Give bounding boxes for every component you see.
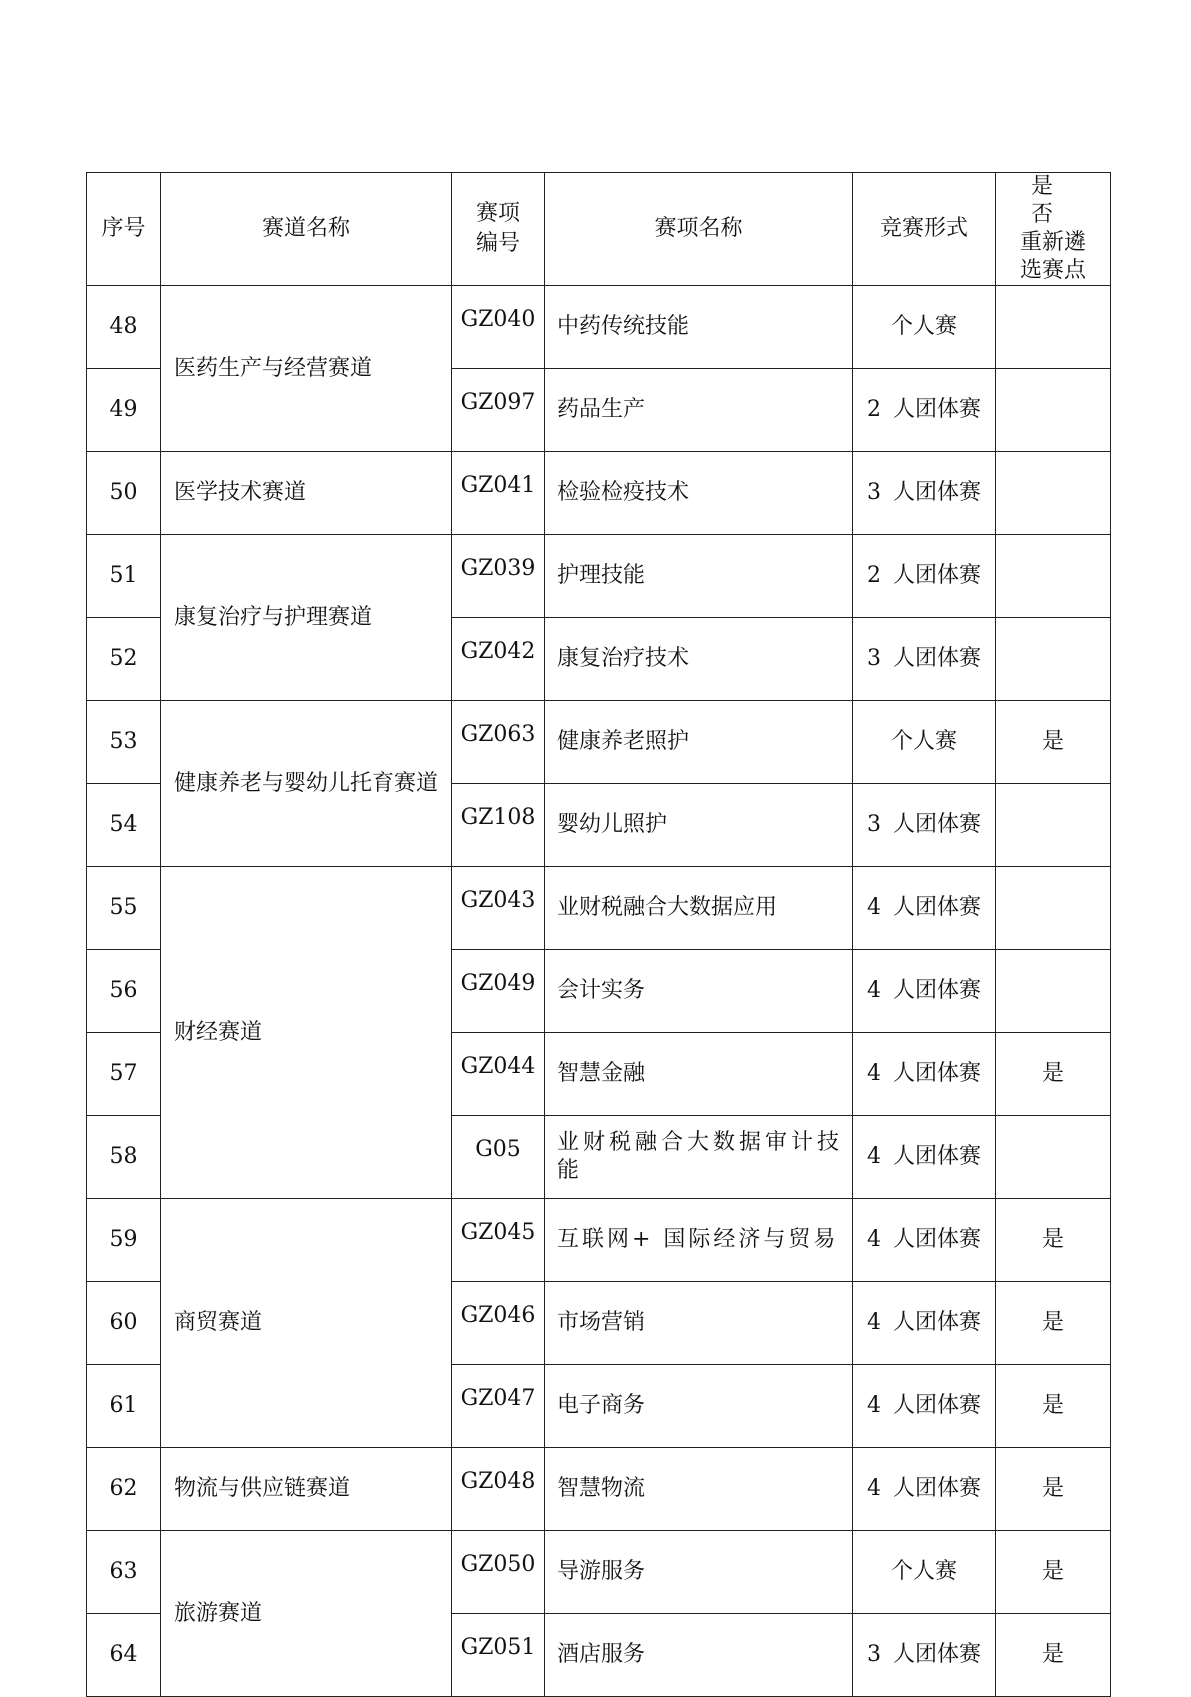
table-row	[87, 701, 1111, 784]
competition-form: 人团体赛	[892, 1393, 981, 1418]
event-name-cell: 药品生产	[545, 369, 853, 452]
competition-form-cell	[853, 452, 996, 535]
event-code-cell	[452, 1282, 545, 1365]
team-size: 3	[866, 812, 881, 837]
competition-form-cell	[853, 867, 996, 950]
event-name-cell: 婴幼儿照护	[545, 784, 853, 867]
team-size: 4	[866, 1061, 881, 1086]
event-code-cell	[452, 1116, 545, 1199]
table-row	[87, 867, 1111, 950]
reselect-cell	[996, 369, 1111, 452]
event-code-cell	[452, 1033, 545, 1116]
track-name-cell: 商贸赛道	[161, 1199, 452, 1448]
reselect-cell: 是	[996, 701, 1111, 784]
event-name-cell: 中药传统技能	[545, 286, 853, 369]
header-code-line2: 编号	[475, 231, 520, 256]
competition-form: 人团体赛	[892, 1476, 981, 1501]
event-code: GZ108	[460, 805, 536, 830]
track-name-cell: 物流与供应链赛道	[161, 1448, 452, 1531]
competition-form: 个人赛	[890, 1559, 957, 1584]
seq-cell: 62	[87, 1448, 161, 1531]
competition-table-page	[86, 172, 1110, 1697]
table-row	[87, 1531, 1111, 1614]
seq-cell: 58	[87, 1116, 161, 1199]
team-size: 4	[866, 1144, 881, 1169]
event-code: GZ044	[460, 1054, 536, 1079]
event-code: GZ048	[460, 1469, 536, 1494]
competition-form: 个人赛	[890, 729, 957, 754]
event-name-cell: 会计实务	[545, 950, 853, 1033]
reselect-cell	[996, 1116, 1111, 1199]
table-body	[87, 286, 1111, 1697]
competition-form-cell	[853, 1199, 996, 1282]
header-form: 竞赛形式	[853, 173, 996, 286]
event-code-cell	[452, 1531, 545, 1614]
table-row	[87, 535, 1111, 618]
event-name-cell: 互联网+ 国际经济与贸易	[545, 1199, 853, 1282]
seq-cell: 48	[87, 286, 161, 369]
event-name-cell: 检验检疫技术	[545, 452, 853, 535]
competition-form-cell	[853, 1614, 996, 1697]
event-name-cell: 康复治疗技术	[545, 618, 853, 701]
reselect-cell: 是	[996, 1448, 1111, 1531]
competition-form: 人团体赛	[892, 1310, 981, 1335]
table-row	[87, 1448, 1111, 1531]
seq-cell: 59	[87, 1199, 161, 1282]
seq-cell: 52	[87, 618, 161, 701]
seq-cell: 55	[87, 867, 161, 950]
reselect-cell	[996, 618, 1111, 701]
competition-form-cell	[853, 701, 996, 784]
event-name-cell: 智慧物流	[545, 1448, 853, 1531]
seq-cell: 49	[87, 369, 161, 452]
reselect-cell	[996, 784, 1111, 867]
competition-form-cell	[853, 784, 996, 867]
track-name-cell: 康复治疗与护理赛道	[161, 535, 452, 701]
reselect-cell	[996, 286, 1111, 369]
event-name-cell: 酒店服务	[545, 1614, 853, 1697]
competition-form: 人团体赛	[892, 1227, 981, 1252]
team-size: 2	[866, 563, 881, 588]
seq-cell: 56	[87, 950, 161, 1033]
header-event: 赛项名称	[545, 173, 853, 286]
event-code: GZ047	[460, 1386, 536, 1411]
competition-form: 人团体赛	[892, 895, 981, 920]
competition-form-cell	[853, 1033, 996, 1116]
reselect-cell: 是	[996, 1365, 1111, 1448]
reselect-cell: 是	[996, 1282, 1111, 1365]
header-reselect-line2: 重新遴	[1019, 230, 1086, 255]
team-size: 4	[866, 895, 881, 920]
competition-form: 人团体赛	[892, 1642, 981, 1667]
team-size: 3	[866, 1642, 881, 1667]
event-code-cell	[452, 1365, 545, 1448]
competition-form: 人团体赛	[892, 563, 981, 588]
track-name-cell: 财经赛道	[161, 867, 452, 1199]
event-code-cell	[452, 701, 545, 784]
table-header-row	[87, 173, 1111, 286]
event-code: GZ051	[460, 1635, 536, 1660]
header-reselect	[996, 173, 1111, 286]
event-code: GZ063	[460, 722, 536, 747]
event-code: GZ050	[460, 1552, 536, 1577]
team-size: 4	[866, 1310, 881, 1335]
event-code-cell	[452, 1448, 545, 1531]
event-code: G05	[475, 1137, 521, 1162]
competition-form-cell	[853, 1531, 996, 1614]
table-row	[87, 452, 1111, 535]
team-size: 4	[866, 1476, 881, 1501]
event-code: GZ042	[460, 639, 536, 664]
seq-cell: 50	[87, 452, 161, 535]
event-code-cell	[452, 1199, 545, 1282]
event-code-cell	[452, 286, 545, 369]
event-name-cell: 业财税融合大数据审计技能	[545, 1116, 853, 1199]
competition-form-cell	[853, 535, 996, 618]
event-code: GZ039	[460, 556, 536, 581]
header-track: 赛道名称	[161, 173, 452, 286]
event-code: GZ040	[460, 307, 536, 332]
team-size: 3	[866, 480, 881, 505]
track-name-cell: 健康养老与婴幼儿托育赛道	[161, 701, 452, 867]
team-size: 3	[866, 646, 881, 671]
team-size: 4	[866, 978, 881, 1003]
header-reselect-line3: 选赛点	[1019, 258, 1086, 283]
event-name-cell: 护理技能	[545, 535, 853, 618]
seq-cell: 53	[87, 701, 161, 784]
event-code: GZ041	[460, 473, 536, 498]
event-code-cell	[452, 369, 545, 452]
table-row	[87, 1199, 1111, 1282]
reselect-cell: 是	[996, 1033, 1111, 1116]
competition-form-cell	[853, 1365, 996, 1448]
event-name-cell: 导游服务	[545, 1531, 853, 1614]
competition-form: 人团体赛	[892, 1144, 981, 1169]
reselect-cell: 是	[996, 1614, 1111, 1697]
competition-table	[86, 172, 1111, 1697]
competition-form-cell	[853, 618, 996, 701]
competition-form: 人团体赛	[892, 978, 981, 1003]
event-code-cell	[452, 1614, 545, 1697]
event-code: GZ045	[460, 1220, 536, 1245]
header-reselect-line1: 是 否	[1030, 174, 1075, 227]
event-name-cell: 健康养老照护	[545, 701, 853, 784]
seq-cell: 64	[87, 1614, 161, 1697]
competition-form-cell	[853, 1282, 996, 1365]
competition-form-cell	[853, 950, 996, 1033]
event-code-cell	[452, 784, 545, 867]
event-code: GZ043	[460, 888, 536, 913]
reselect-cell	[996, 535, 1111, 618]
event-code: GZ046	[460, 1303, 536, 1328]
reselect-cell	[996, 867, 1111, 950]
track-name-cell: 医学技术赛道	[161, 452, 452, 535]
competition-form: 人团体赛	[892, 1061, 981, 1086]
competition-form-cell	[853, 1116, 996, 1199]
reselect-cell	[996, 950, 1111, 1033]
reselect-cell: 是	[996, 1199, 1111, 1282]
event-code-cell	[452, 950, 545, 1033]
event-name-cell: 智慧金融	[545, 1033, 853, 1116]
team-size: 4	[866, 1227, 881, 1252]
seq-cell: 61	[87, 1365, 161, 1448]
competition-form: 人团体赛	[892, 812, 981, 837]
competition-form: 人团体赛	[892, 480, 981, 505]
header-seq: 序号	[87, 173, 161, 286]
competition-form-cell	[853, 286, 996, 369]
table-row	[87, 286, 1111, 369]
event-code: GZ049	[460, 971, 536, 996]
seq-cell: 60	[87, 1282, 161, 1365]
seq-cell: 57	[87, 1033, 161, 1116]
team-size: 2	[866, 397, 881, 422]
seq-cell: 63	[87, 1531, 161, 1614]
team-size: 4	[866, 1393, 881, 1418]
seq-cell: 51	[87, 535, 161, 618]
competition-form: 个人赛	[890, 314, 957, 339]
event-code: GZ097	[460, 390, 536, 415]
header-code-line1: 赛项	[475, 201, 520, 226]
event-code-cell	[452, 867, 545, 950]
track-name-cell: 旅游赛道	[161, 1531, 452, 1697]
event-code-cell	[452, 535, 545, 618]
event-code-cell	[452, 618, 545, 701]
competition-form: 人团体赛	[892, 646, 981, 671]
event-name-cell: 市场营销	[545, 1282, 853, 1365]
track-name-cell: 医药生产与经营赛道	[161, 286, 452, 452]
competition-form-cell	[853, 1448, 996, 1531]
event-name-cell: 电子商务	[545, 1365, 853, 1448]
reselect-cell	[996, 452, 1111, 535]
seq-cell: 54	[87, 784, 161, 867]
reselect-cell: 是	[996, 1531, 1111, 1614]
competition-form: 人团体赛	[892, 397, 981, 422]
competition-form-cell	[853, 369, 996, 452]
event-code-cell	[452, 452, 545, 535]
header-code	[452, 173, 545, 286]
event-name-cell: 业财税融合大数据应用	[545, 867, 853, 950]
